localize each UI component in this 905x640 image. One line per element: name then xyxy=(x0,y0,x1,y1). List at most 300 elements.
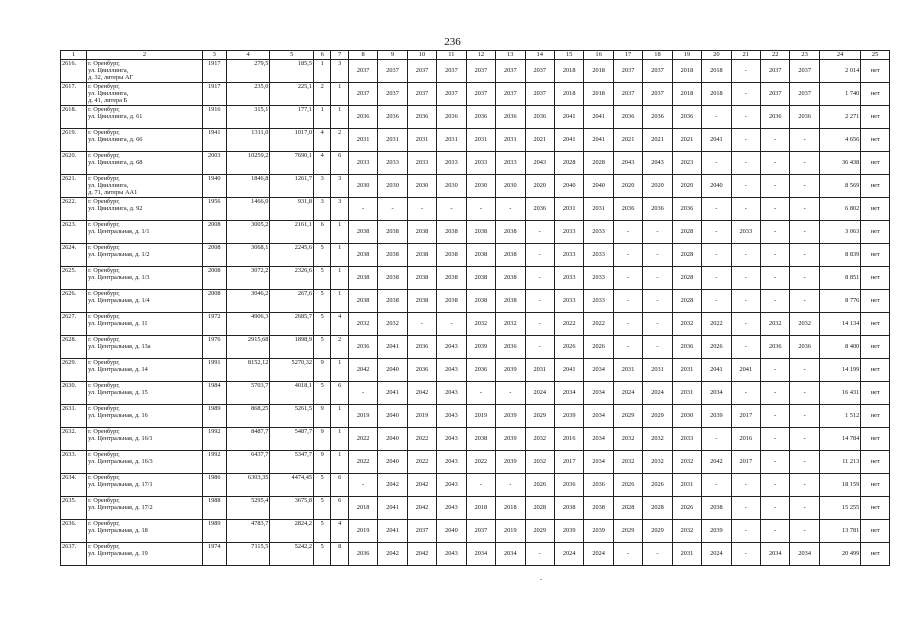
build-year-cell: 1917 xyxy=(202,60,226,83)
repair-year-cell: - xyxy=(790,382,819,405)
address-cell xyxy=(87,221,203,244)
cost-cell: 13 781 xyxy=(819,520,860,543)
living-area-cell: 1261,7 xyxy=(270,175,314,198)
entrances-cell: 1 xyxy=(331,359,348,382)
repair-year-cell: 2040 xyxy=(437,520,466,543)
column-number-cell: 16 xyxy=(584,51,613,60)
address-line: г. Оренбург, xyxy=(88,405,120,412)
repair-year-cell: 2039 xyxy=(466,336,495,359)
column-number-row xyxy=(61,51,890,60)
repair-year-cell: - xyxy=(790,267,819,290)
living-area-cell: 7690,1 xyxy=(270,152,314,175)
build-year-cell: 1984 xyxy=(202,382,226,405)
repair-year-cell: 2032 xyxy=(525,451,554,474)
entrances-cell: 6 xyxy=(331,497,348,520)
repair-year-cell: 2019 xyxy=(466,405,495,428)
build-year-cell: 1991 xyxy=(202,359,226,382)
note-cell: нет xyxy=(861,175,890,198)
total-area-cell: 3046,2 xyxy=(226,290,270,313)
repair-year-cell: 2018 xyxy=(584,60,613,83)
repair-year-cell: 2036 xyxy=(437,106,466,129)
address-line: г. Оренбург, xyxy=(88,175,120,182)
repair-year-cell: 2020 xyxy=(643,175,672,198)
repair-year-cell: - xyxy=(702,474,731,497)
column-number-cell: 10 xyxy=(407,51,436,60)
repair-year-cell: 2024 xyxy=(643,382,672,405)
repair-year-cell: 2021 xyxy=(613,129,642,152)
repair-year-cell: 2036 xyxy=(407,336,436,359)
floors-cell: 5 xyxy=(314,267,331,290)
repair-year-cell: 2021 xyxy=(525,129,554,152)
address-cell xyxy=(87,129,203,152)
column-number-cell: 13 xyxy=(496,51,525,60)
repair-year-cell: 2032 xyxy=(643,451,672,474)
floors-cell: 2 xyxy=(314,83,331,106)
repair-year-cell: 2034 xyxy=(584,382,613,405)
repair-year-cell: 2031 xyxy=(437,129,466,152)
address-cell xyxy=(87,60,203,83)
repair-year-cell: 2036 xyxy=(613,106,642,129)
repair-year-cell: 2031 xyxy=(672,359,701,382)
repair-year-cell: 2034 xyxy=(584,405,613,428)
repair-year-cell: 2031 xyxy=(613,359,642,382)
living-area-cell: 5261,5 xyxy=(270,405,314,428)
column-number-cell: 25 xyxy=(861,51,890,60)
repair-year-cell: 2040 xyxy=(554,175,583,198)
repair-year-cell: - xyxy=(761,221,790,244)
repair-year-cell: 2033 xyxy=(584,244,613,267)
entrances-cell: 6 xyxy=(331,474,348,497)
note-cell: нет xyxy=(861,198,890,221)
repair-year-cell: - xyxy=(731,474,760,497)
repair-year-cell: - xyxy=(761,359,790,382)
repair-year-cell: 2032 xyxy=(378,313,407,336)
row-number-cell: 2624. xyxy=(61,244,87,267)
repair-year-cell: 2031 xyxy=(466,129,495,152)
repair-year-cell: 2017 xyxy=(731,405,760,428)
repair-year-cell: 2041 xyxy=(584,129,613,152)
repair-year-cell: 2038 xyxy=(496,244,525,267)
column-number-cell: 5 xyxy=(270,51,314,60)
address-line: ул. Центральная, д. 16/1 xyxy=(88,435,153,443)
repair-year-cell: 2043 xyxy=(437,497,466,520)
row-number-cell: 2630. xyxy=(61,382,87,405)
total-area-cell: 6303,35 xyxy=(226,474,270,497)
note-cell: нет xyxy=(861,244,890,267)
repair-year-cell: 2018 xyxy=(348,497,377,520)
repair-year-cell: - xyxy=(761,520,790,543)
repair-year-cell: 2033 xyxy=(554,267,583,290)
repair-year-cell: 2026 xyxy=(554,336,583,359)
address-line: ул. Центральная, д. 1/3 xyxy=(88,274,150,282)
repair-year-cell: 2033 xyxy=(554,290,583,313)
repair-year-cell: - xyxy=(731,152,760,175)
living-area-cell: 177,1 xyxy=(270,106,314,129)
repair-year-cell: - xyxy=(790,152,819,175)
repair-year-cell: 2030 xyxy=(378,175,407,198)
repair-year-cell: 2036 xyxy=(348,336,377,359)
repair-year-cell: 2036 xyxy=(525,198,554,221)
entrances-cell: 3 xyxy=(331,175,348,198)
total-area-cell: 8487,7 xyxy=(226,428,270,451)
living-area-cell: 4018,1 xyxy=(270,382,314,405)
housing-repair-schedule-table xyxy=(60,50,890,566)
repair-year-cell: 2042 xyxy=(378,543,407,566)
repair-year-cell: 2037 xyxy=(496,60,525,83)
repair-year-cell: 2034 xyxy=(790,543,819,566)
repair-year-cell: 2020 xyxy=(613,175,642,198)
repair-year-cell: 2038 xyxy=(437,221,466,244)
repair-year-cell: - xyxy=(761,244,790,267)
cost-cell: 20 499 xyxy=(819,543,860,566)
repair-year-cell: 2042 xyxy=(407,543,436,566)
repair-year-cell: 2022 xyxy=(466,451,495,474)
repair-year-cell: 2029 xyxy=(613,520,642,543)
repair-year-cell: 2037 xyxy=(613,60,642,83)
repair-year-cell: 2031 xyxy=(554,198,583,221)
repair-year-cell: 2043 xyxy=(437,451,466,474)
repair-year-cell: - xyxy=(613,543,642,566)
floors-cell: 1 xyxy=(314,60,331,83)
repair-year-cell: 2020 xyxy=(672,175,701,198)
repair-year-cell: 2028 xyxy=(554,152,583,175)
repair-year-cell: - xyxy=(466,198,495,221)
repair-year-cell: 2018 xyxy=(554,83,583,106)
table-row xyxy=(61,60,890,83)
build-year-cell: 1940 xyxy=(202,175,226,198)
row-number-cell: 2617. xyxy=(61,83,87,106)
row-number-cell: 2625. xyxy=(61,267,87,290)
repair-year-cell: 2037 xyxy=(407,520,436,543)
repair-year-cell: - xyxy=(496,474,525,497)
repair-year-cell: 2029 xyxy=(643,520,672,543)
build-year-cell: 2008 xyxy=(202,267,226,290)
cost-cell: 8 839 xyxy=(819,244,860,267)
floors-cell: 5 xyxy=(314,336,331,359)
column-number-cell: 8 xyxy=(348,51,377,60)
note-cell: нет xyxy=(861,451,890,474)
repair-year-cell: - xyxy=(525,267,554,290)
cost-cell: 8 569 xyxy=(819,175,860,198)
repair-year-cell: - xyxy=(731,520,760,543)
repair-year-cell: - xyxy=(761,198,790,221)
repair-year-cell: 2030 xyxy=(407,175,436,198)
repair-year-cell: 2039 xyxy=(554,520,583,543)
repair-year-cell: 2036 xyxy=(554,474,583,497)
total-area-cell: 1311,0 xyxy=(226,129,270,152)
repair-year-cell: - xyxy=(761,290,790,313)
cost-cell: 16 431 xyxy=(819,382,860,405)
build-year-cell: 2003 xyxy=(202,152,226,175)
total-area-cell: 2915,68 xyxy=(226,336,270,359)
repair-year-cell: 2018 xyxy=(554,60,583,83)
column-number-cell: 17 xyxy=(613,51,642,60)
repair-year-cell: 2020 xyxy=(525,175,554,198)
repair-year-cell: - xyxy=(731,336,760,359)
repair-year-cell: - xyxy=(613,267,642,290)
repair-year-cell: 2039 xyxy=(584,520,613,543)
repair-year-cell: 2036 xyxy=(761,106,790,129)
cost-cell: 14 134 xyxy=(819,313,860,336)
repair-year-cell: 2033 xyxy=(466,152,495,175)
address-cell xyxy=(87,152,203,175)
cost-cell: 11 213 xyxy=(819,451,860,474)
repair-year-cell: 2036 xyxy=(672,336,701,359)
address-line: г. Оренбург, xyxy=(88,60,120,67)
entrances-cell: 1 xyxy=(331,290,348,313)
note-cell: нет xyxy=(861,83,890,106)
repair-year-cell: 2041 xyxy=(554,129,583,152)
address-line: г. Оренбург, xyxy=(88,313,120,320)
address-line: г. Оренбург, xyxy=(88,336,120,343)
repair-year-cell: - xyxy=(761,451,790,474)
repair-year-cell: 2018 xyxy=(496,497,525,520)
repair-year-cell: 2036 xyxy=(466,359,495,382)
table-row xyxy=(61,336,890,359)
repair-year-cell: 2036 xyxy=(643,198,672,221)
address-line: ул. Центральная, д. 1/1 xyxy=(88,228,150,236)
living-area-cell: 5347,7 xyxy=(270,451,314,474)
row-number-cell: 2618. xyxy=(61,106,87,129)
repair-year-cell: 2041 xyxy=(378,520,407,543)
repair-year-cell: 2019 xyxy=(496,520,525,543)
repair-year-cell: 2038 xyxy=(466,267,495,290)
repair-year-cell: 2022 xyxy=(407,428,436,451)
entrances-cell: 1 xyxy=(331,83,348,106)
repair-year-cell: 2026 xyxy=(702,336,731,359)
repair-year-cell: - xyxy=(613,313,642,336)
table-row xyxy=(61,520,890,543)
floors-cell: 3 xyxy=(314,198,331,221)
repair-year-cell: - xyxy=(643,336,672,359)
living-area-cell: 225,1 xyxy=(270,83,314,106)
column-number-cell: 4 xyxy=(226,51,270,60)
build-year-cell: 1986 xyxy=(202,474,226,497)
floors-cell: 9 xyxy=(314,428,331,451)
repair-year-cell: 2043 xyxy=(437,336,466,359)
table-row xyxy=(61,152,890,175)
repair-year-cell: - xyxy=(731,83,760,106)
repair-year-cell: 2029 xyxy=(525,520,554,543)
repair-year-cell: - xyxy=(643,221,672,244)
repair-year-cell: - xyxy=(790,497,819,520)
table-row xyxy=(61,106,890,129)
repair-year-cell: 2041 xyxy=(378,497,407,520)
page-number: 236 xyxy=(444,36,461,48)
table-row xyxy=(61,543,890,566)
cost-cell: 2 014 xyxy=(819,60,860,83)
address-line: г. Оренбург, xyxy=(88,152,120,159)
column-number-cell: 18 xyxy=(643,51,672,60)
address-line: ул. Цвиллинга, xyxy=(88,90,129,98)
repair-year-cell: - xyxy=(790,474,819,497)
repair-year-cell: 2023 xyxy=(672,152,701,175)
total-area-cell: 4906,3 xyxy=(226,313,270,336)
repair-year-cell: 2037 xyxy=(466,60,495,83)
repair-year-cell: - xyxy=(731,106,760,129)
note-cell: нет xyxy=(861,290,890,313)
repair-year-cell: 2041 xyxy=(584,106,613,129)
total-area-cell: 5295,4 xyxy=(226,497,270,520)
repair-year-cell: 2019 xyxy=(348,520,377,543)
repair-year-cell: - xyxy=(702,290,731,313)
repair-year-cell: 2036 xyxy=(643,106,672,129)
address-line: ул. Центральная, д. 15 xyxy=(88,389,148,397)
repair-year-cell: 2037 xyxy=(525,60,554,83)
entrances-cell: 2 xyxy=(331,336,348,359)
address-cell xyxy=(87,405,203,428)
row-number-cell: 2633. xyxy=(61,451,87,474)
repair-year-cell: 2036 xyxy=(525,106,554,129)
row-number-cell: 2634. xyxy=(61,474,87,497)
row-number-cell: 2628. xyxy=(61,336,87,359)
entrances-cell: 4 xyxy=(331,313,348,336)
floors-cell: 9 xyxy=(314,451,331,474)
repair-year-cell: 2036 xyxy=(348,106,377,129)
cost-cell: 14 199 xyxy=(819,359,860,382)
repair-year-cell: 2030 xyxy=(672,405,701,428)
repair-year-cell: 2033 xyxy=(672,428,701,451)
repair-year-cell: 2028 xyxy=(525,497,554,520)
repair-year-cell: 2037 xyxy=(761,83,790,106)
repair-year-cell: 2038 xyxy=(407,221,436,244)
cost-cell: 8 776 xyxy=(819,290,860,313)
address-line: г. Оренбург, xyxy=(88,451,120,458)
repair-year-cell: 2041 xyxy=(554,359,583,382)
repair-year-cell: - xyxy=(790,175,819,198)
repair-year-cell: - xyxy=(761,428,790,451)
repair-year-cell: 2034 xyxy=(702,382,731,405)
address-cell xyxy=(87,382,203,405)
note-cell: нет xyxy=(861,106,890,129)
address-cell xyxy=(87,336,203,359)
repair-year-cell: 2038 xyxy=(378,267,407,290)
entrances-cell: 4 xyxy=(331,520,348,543)
address-cell xyxy=(87,106,203,129)
repair-year-cell: 2028 xyxy=(672,267,701,290)
entrances-cell: 1 xyxy=(331,106,348,129)
total-area-cell: 868,25 xyxy=(226,405,270,428)
address-line: г. Оренбург, xyxy=(88,520,120,527)
repair-year-cell: - xyxy=(466,474,495,497)
address-cell xyxy=(87,520,203,543)
repair-year-cell: 2043 xyxy=(437,382,466,405)
repair-year-cell: - xyxy=(731,267,760,290)
entrances-cell: 3 xyxy=(331,60,348,83)
address-line: ул. Центральная, д. 17/1 xyxy=(88,481,153,489)
repair-year-cell: 2038 xyxy=(407,290,436,313)
address-line: г. Оренбург, xyxy=(88,198,120,205)
address-line: ул. Центральная, д. 18 xyxy=(88,527,148,535)
address-line: г. Оренбург, xyxy=(88,129,120,136)
build-year-cell: 2008 xyxy=(202,221,226,244)
repair-year-cell: 2026 xyxy=(613,474,642,497)
repair-year-cell: 2040 xyxy=(378,405,407,428)
address-cell xyxy=(87,313,203,336)
repair-year-cell: 2036 xyxy=(761,336,790,359)
repair-year-cell: - xyxy=(437,198,466,221)
floors-cell: 9 xyxy=(314,405,331,428)
repair-year-cell: - xyxy=(702,428,731,451)
address-line: г. Оренбург, xyxy=(88,267,120,274)
repair-year-cell: 2032 xyxy=(525,428,554,451)
repair-year-cell: 2022 xyxy=(348,428,377,451)
entrances-cell: 6 xyxy=(331,152,348,175)
repair-year-cell: 2028 xyxy=(613,497,642,520)
repair-year-cell: 2038 xyxy=(466,221,495,244)
repair-year-cell: - xyxy=(731,129,760,152)
column-number-cell: 21 xyxy=(731,51,760,60)
repair-year-cell: 2032 xyxy=(672,451,701,474)
repair-year-cell: - xyxy=(348,474,377,497)
repair-year-cell: - xyxy=(790,244,819,267)
repair-year-cell: 2034 xyxy=(584,359,613,382)
address-line: ул. Цвиллинга, д. 92 xyxy=(88,205,143,213)
address-cell xyxy=(87,359,203,382)
cost-cell: 36 438 xyxy=(819,152,860,175)
repair-year-cell: 2037 xyxy=(378,83,407,106)
living-area-cell: 5487,7 xyxy=(270,428,314,451)
living-area-cell: 2161,1 xyxy=(270,221,314,244)
repair-year-cell: - xyxy=(525,336,554,359)
cost-cell: 4 656 xyxy=(819,129,860,152)
repair-year-cell: 2041 xyxy=(702,129,731,152)
repair-year-cell: 2039 xyxy=(496,451,525,474)
repair-year-cell: 2021 xyxy=(672,129,701,152)
repair-year-cell: 2041 xyxy=(378,382,407,405)
repair-year-cell: 2019 xyxy=(348,405,377,428)
repair-year-cell: - xyxy=(702,198,731,221)
repair-year-cell: - xyxy=(348,382,377,405)
repair-year-cell: 2022 xyxy=(348,451,377,474)
column-number-cell: 12 xyxy=(466,51,495,60)
repair-year-cell: 2028 xyxy=(672,221,701,244)
build-year-cell: 2008 xyxy=(202,290,226,313)
repair-year-cell: 2036 xyxy=(790,106,819,129)
repair-year-cell: - xyxy=(790,451,819,474)
note-cell: нет xyxy=(861,313,890,336)
repair-year-cell: 2033 xyxy=(378,152,407,175)
table-row xyxy=(61,428,890,451)
living-area-cell: 2326,6 xyxy=(270,267,314,290)
repair-year-cell: 2032 xyxy=(613,428,642,451)
repair-year-cell: - xyxy=(761,267,790,290)
address-cell xyxy=(87,428,203,451)
build-year-cell: 1989 xyxy=(202,520,226,543)
repair-year-cell: 2031 xyxy=(378,129,407,152)
repair-year-cell: 2022 xyxy=(554,313,583,336)
repair-year-cell: 2029 xyxy=(613,405,642,428)
entrances-cell: 1 xyxy=(331,451,348,474)
repair-year-cell: - xyxy=(761,474,790,497)
address-line: г. Оренбург, xyxy=(88,543,120,550)
repair-year-cell: 2018 xyxy=(702,83,731,106)
repair-year-cell: 2037 xyxy=(761,60,790,83)
repair-year-cell: 2043 xyxy=(437,474,466,497)
total-area-cell: 3068,1 xyxy=(226,244,270,267)
note-cell: нет xyxy=(861,221,890,244)
repair-year-cell: - xyxy=(407,198,436,221)
repair-year-cell: 2038 xyxy=(378,221,407,244)
total-area-cell: 1466,0 xyxy=(226,198,270,221)
repair-year-cell: 2036 xyxy=(407,359,436,382)
repair-year-cell: 2037 xyxy=(378,60,407,83)
repair-year-cell: 2018 xyxy=(672,60,701,83)
repair-year-cell: 2030 xyxy=(348,175,377,198)
address-line: ул. Центральная, д. 1/4 xyxy=(88,297,150,305)
repair-year-cell: 2032 xyxy=(790,313,819,336)
row-number-cell: 2621. xyxy=(61,175,87,198)
